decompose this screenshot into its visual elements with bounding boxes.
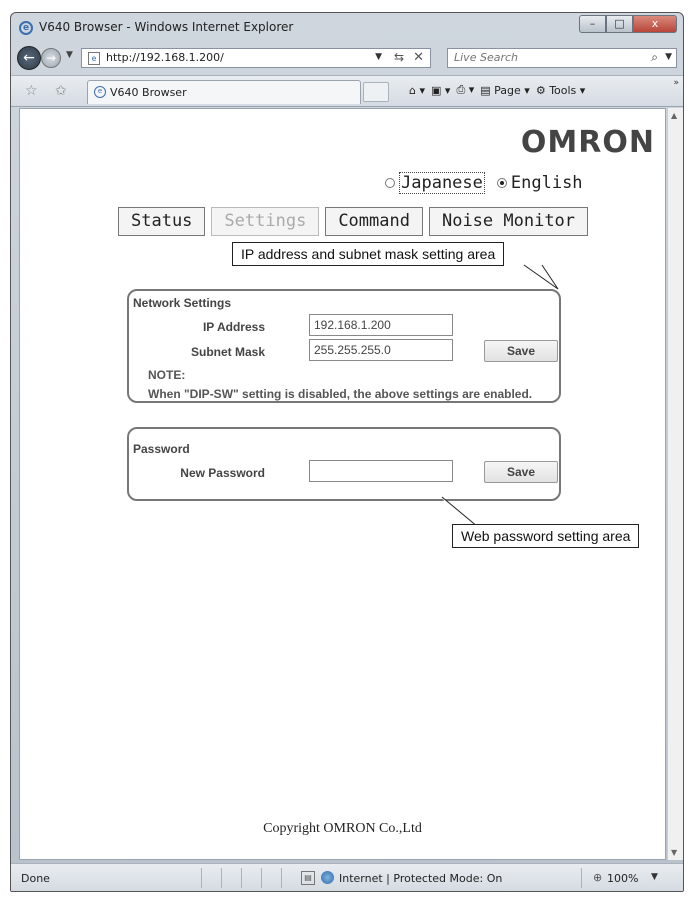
status-separator xyxy=(201,868,202,888)
navigation-bar xyxy=(11,43,683,73)
gear-icon: ⚙ xyxy=(535,83,550,97)
new-tab-button[interactable] xyxy=(363,82,389,102)
password-title: Password xyxy=(133,442,190,456)
page-content xyxy=(19,108,666,860)
toolbar-tools xyxy=(409,83,585,97)
add-favorites-icon[interactable]: ✩ xyxy=(55,83,67,99)
network-save-button[interactable]: Save xyxy=(484,340,558,362)
scroll-down-icon[interactable]: ▼ xyxy=(671,848,678,857)
network-callout: IP address and subnet mask setting area xyxy=(232,242,504,266)
tab-label: V640 Browser xyxy=(110,86,187,99)
page-icon-small: ▤ xyxy=(480,83,495,97)
note-heading: NOTE: xyxy=(148,368,186,382)
menu-settings-button[interactable]: Settings xyxy=(211,207,319,236)
subnet-mask-label: Subnet Mask xyxy=(190,345,265,359)
forward-arrow-icon[interactable]: → xyxy=(41,48,61,68)
status-separator xyxy=(241,868,242,888)
zoom-icon[interactable]: ⊕ xyxy=(593,871,603,884)
note-text: When "DIP-SW" setting is disabled, the above settings are enabled. xyxy=(148,387,533,401)
menu-noise-monitor-button[interactable]: Noise Monitor xyxy=(429,207,588,236)
tools-menu-label: Tools xyxy=(549,83,577,97)
search-box[interactable] xyxy=(447,48,677,68)
status-separator xyxy=(221,868,222,888)
radio-english[interactable] xyxy=(497,178,507,188)
address-bar[interactable] xyxy=(81,48,431,68)
minimize-button[interactable]: – xyxy=(579,15,606,33)
back-arrow-icon[interactable]: ← xyxy=(17,46,41,70)
language-english-label[interactable]: English xyxy=(510,173,583,193)
browser-tab[interactable] xyxy=(87,80,361,104)
chevron-right-icon[interactable]: » xyxy=(673,78,679,88)
close-button[interactable]: x xyxy=(633,15,677,33)
vertical-scrollbar[interactable] xyxy=(667,108,683,860)
network-settings-title: Network Settings xyxy=(133,296,232,310)
subnet-mask-input[interactable] xyxy=(309,339,453,361)
window-controls xyxy=(579,15,677,33)
status-separator xyxy=(281,868,282,888)
globe-icon xyxy=(321,871,334,884)
tools-menu[interactable]: ⚙ Tools ▾ xyxy=(535,83,586,97)
refresh-icon[interactable]: ⇆ xyxy=(393,50,404,64)
status-text: Done xyxy=(21,872,50,885)
status-separator xyxy=(581,868,582,888)
language-japanese-label[interactable]: Japanese xyxy=(401,173,483,193)
maximize-button[interactable]: □ xyxy=(606,15,633,33)
address-dropdown-icon[interactable]: ▼ xyxy=(375,52,382,62)
search-input[interactable] xyxy=(454,51,634,64)
title-bar xyxy=(11,13,683,43)
omron-logo: OMRON xyxy=(520,125,655,160)
stop-icon[interactable]: ✕ xyxy=(413,50,424,65)
menu-status-button[interactable]: Status xyxy=(118,207,205,236)
print-icon[interactable]: ⎙ ▾ xyxy=(456,83,475,96)
scroll-up-icon[interactable]: ▲ xyxy=(671,111,678,120)
new-password-input[interactable] xyxy=(309,460,453,482)
menu-command-button[interactable]: Command xyxy=(325,207,423,236)
browser-window xyxy=(10,12,684,892)
radio-japanese[interactable] xyxy=(385,178,395,188)
password-save-button[interactable]: Save xyxy=(484,461,558,483)
search-icon[interactable]: ⌕ xyxy=(651,50,658,64)
page-icon: e xyxy=(88,52,100,65)
status-bar xyxy=(11,863,683,891)
status-separator xyxy=(261,868,262,888)
history-dropdown-icon[interactable]: ▼ xyxy=(66,50,73,60)
favorites-star-icon[interactable]: ☆ xyxy=(25,83,38,99)
command-bar xyxy=(11,75,683,107)
feeds-icon[interactable]: ▣ ▾ xyxy=(431,83,451,97)
zone-text[interactable]: Internet | Protected Mode: On xyxy=(339,872,503,885)
page-menu-label: Page xyxy=(494,83,521,97)
ie-logo-icon: e xyxy=(19,21,33,35)
zoom-dropdown-icon[interactable]: ▼ xyxy=(651,872,658,882)
language-selector xyxy=(385,172,583,194)
main-menu xyxy=(118,207,588,236)
network-callout-pointer xyxy=(520,255,570,291)
security-zone-icon[interactable]: ▤ xyxy=(301,871,315,885)
search-dropdown-icon[interactable]: ▼ xyxy=(665,52,672,62)
password-callout: Web password setting area xyxy=(452,524,639,548)
ip-address-label: IP Address xyxy=(202,320,265,334)
address-input[interactable] xyxy=(106,51,376,64)
page-menu[interactable]: ▤ Page ▾ xyxy=(480,83,530,97)
ip-address-input[interactable] xyxy=(309,314,453,336)
window-title: V640 Browser - Windows Internet Explorer xyxy=(39,20,294,34)
home-icon[interactable]: ⌂ ▾ xyxy=(409,83,426,97)
new-password-label: New Password xyxy=(180,466,265,480)
ie-page-icon: e xyxy=(94,86,106,98)
copyright-text: Copyright OMRON Co.,Ltd xyxy=(263,821,422,836)
zoom-level[interactable]: 100% xyxy=(607,872,639,885)
